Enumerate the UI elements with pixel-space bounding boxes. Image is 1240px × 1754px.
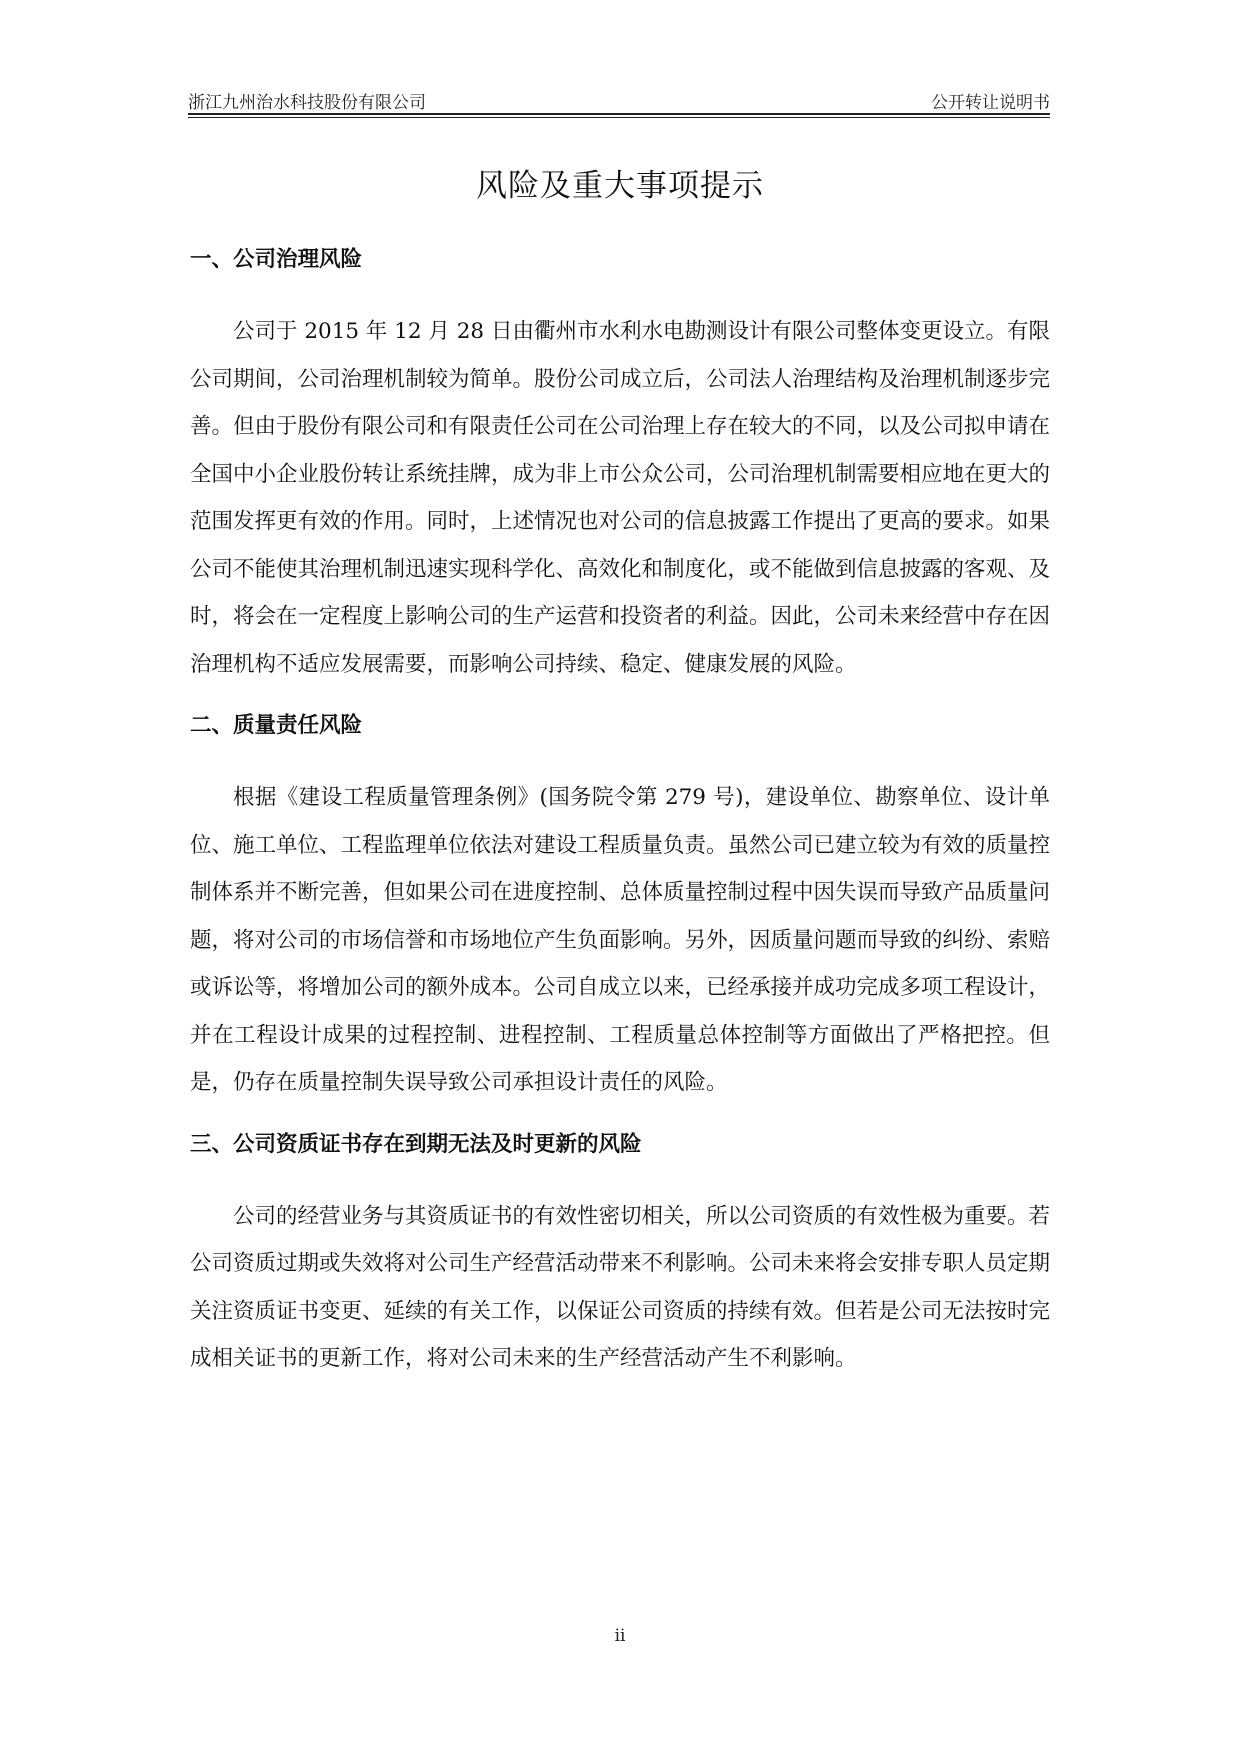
section-paragraph: 公司于 2015 年 12 月 28 日由衢州市水利水电勘测设计有限公司整体变更设立。有限公司期间，公司治理机制较为简单。股份公司成立后，公司法人治理结构及治理机制逐步完善。但由于股份有限公司和有限责任公司在公司治理上存在较大的不同，以及公司拟申请在全国中小企业股份转让系统挂牌，成为非上市公众公司，公司治理机制需要相应地在更大的范围发挥更有效的作用。同时，上述情况也对公司的信息披露工作提出了更高的要求。如果公司不能使其治理机制迅速实现科学化、高效化和制度化，或不能做到信息披露的客观、及时，将会在一定程度上影响公司的生产运营和投资者的利益。因此，公司未来经营中存在因治理机构不适应发展需要，而影响公司持续、稳定、健康发展的风险。: [190, 319, 1051, 677]
document-body: [190, 240, 1050, 1383]
header-document-type: 公开转让说明书: [931, 93, 1050, 113]
running-header: [188, 88, 1050, 114]
section-heading: 三、公司资质证书存在到期无法及时更新的风险: [190, 1131, 642, 1157]
page-title: 风险及重大事项提示: [476, 168, 764, 204]
section-corporate-governance-risk: [190, 240, 1050, 688]
section-quality-liability-risk: [190, 706, 1050, 1107]
page-number: ii: [614, 1626, 626, 1646]
header-rule-thin: [188, 117, 1050, 118]
section-heading: 二、质量责任风险: [190, 713, 363, 738]
section-paragraph: 公司的经营业务与其资质证书的有效性密切相关，所以公司资质的有效性极为重要。若公司资质过期或失效将对公司生产经营活动带来不利影响。公司未来将会安排专职人员定期关注资质证书变更、延续的有关工作，以保证公司资质的持续有效。但若是公司无法按时完成相关证书的更新工作，将对公司未来的生产经营活动产生不利影响。: [190, 1203, 1051, 1371]
header-rule-thick: [188, 113, 1050, 115]
section-heading: 一、公司治理风险: [190, 247, 363, 272]
section-qualification-certificate-risk: [190, 1125, 1050, 1383]
section-paragraph: 根据《建设工程质量管理条例》(国务院令第 279 号)，建设单位、勘察单位、设计单位、施工单位、工程监理单位依法对建设工程质量负责。虽然公司已建立较为有效的质量控制体系并不断完善，但如果公司在进度控制、总体质量控制过程中因失误而导致产品质量问题，将对公司的市场信誉和市场地位产生负面影响。另外，因质量问题而导致的纠纷、索赔或诉讼等，将增加公司的额外成本。公司自成立以来，已经承接并成功完成多项工程设计，并在工程设计成果的过程控制、进程控制、工程质量总体控制等方面做出了严格把控。但是，仍存在质量控制失误导致公司承担设计责任的风险。: [190, 785, 1051, 1095]
header-company-name: 浙江九州治水科技股份有限公司: [188, 93, 426, 113]
